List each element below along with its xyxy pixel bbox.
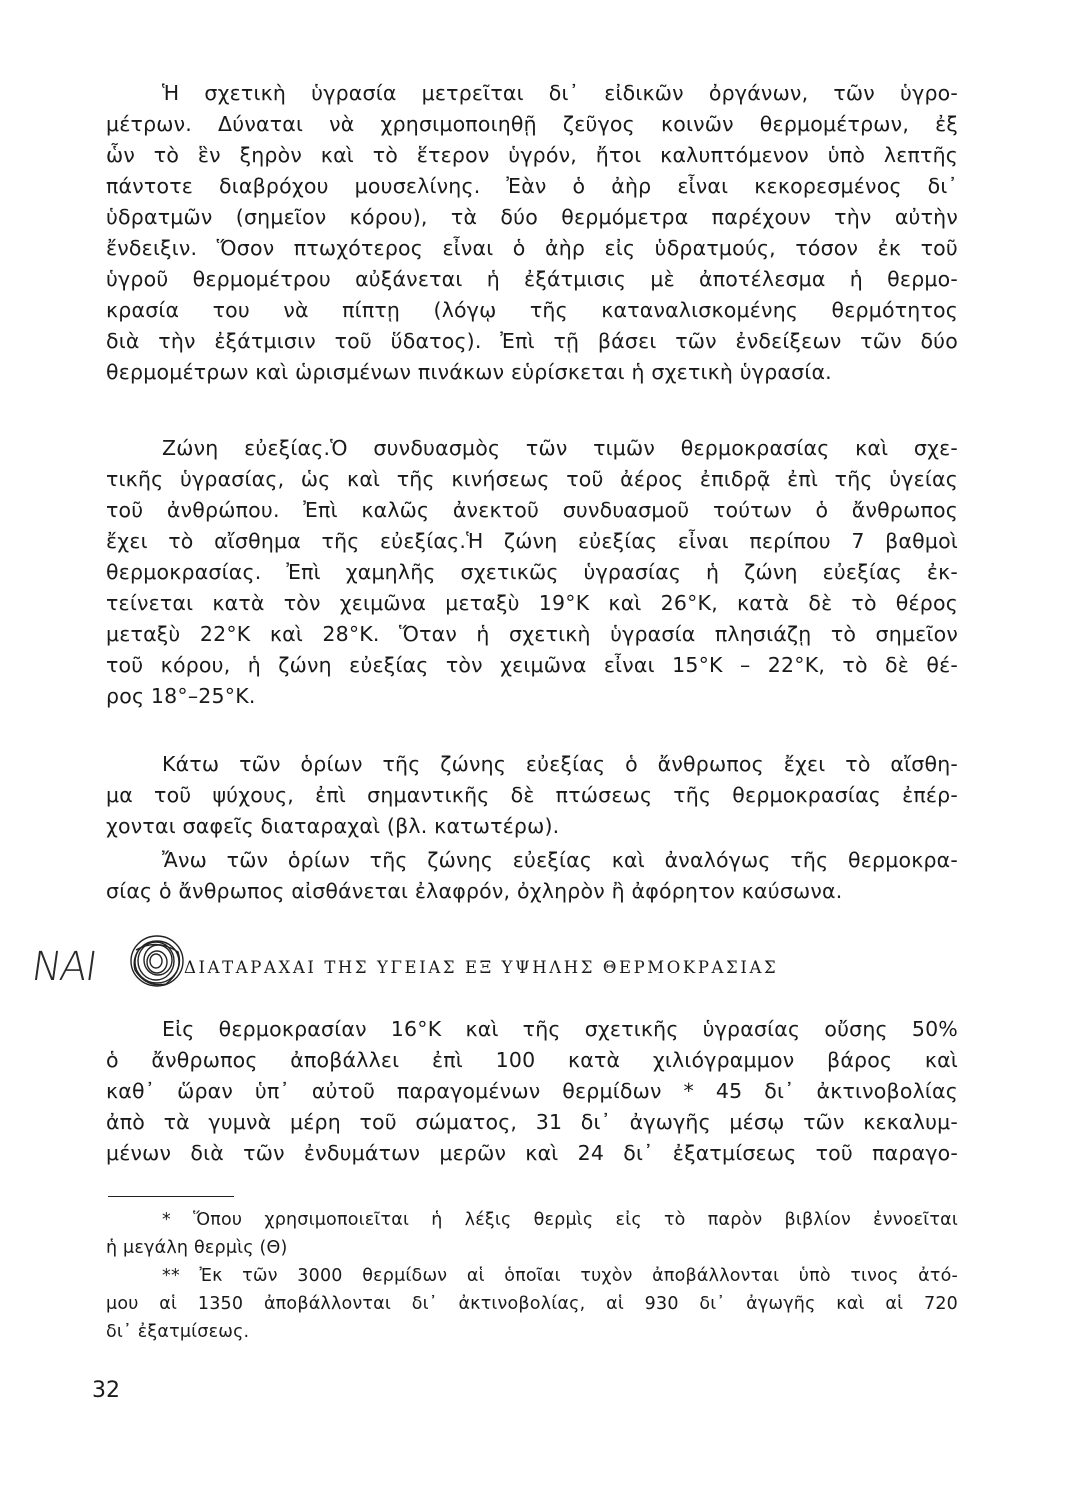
footnote-line: δι᾿ ἐξατμίσεως. <box>106 1322 250 1342</box>
paragraph-relative-humidity <box>106 78 958 388</box>
text-line: μένων διὰ τῶν ἐνδυμάτων μερῶν καὶ 24 δι᾿ ἐξατμίσεως τοῦ παραγο- <box>106 1141 958 1165</box>
text-line: μα τοῦ ψύχους, ἐπὶ σημαντικῆς δὲ πτώσεως τῆς θερμοκρασίας ἐπέρ- <box>106 783 958 807</box>
text-line: Ἄνω τῶν ὁρίων τῆς ζώνης εὐεξίας καὶ ἀναλόγως τῆς θερμοκρα- <box>162 848 958 872</box>
text-line: ἔχει τὸ αἴσθημα τῆς εὐεξίας.Ἡ ζώνη εὐεξίας εἶναι περίπου 7 βαθμοὶ <box>106 529 958 553</box>
footnote-line: * Ὅπου χρησιμοποιεῖται ἡ λέξις θερμὶς εἰς τὸ παρὸν βιβλίον ἐννοεῖται <box>162 1210 958 1230</box>
footnote-line: ** Ἐκ τῶν 3000 θερμίδων αἱ ὁποῖαι τυχὸν ἀποβάλλονται ὑπὸ τινος ἀτό- <box>162 1266 958 1286</box>
text-line: ὁ ἄνθρωπος ἀποβάλλει ἐπὶ 100 κατὰ χιλιόγραμμον βάρος καὶ <box>106 1048 958 1072</box>
text-line: Ἡ σχετικὴ ὑγρασία μετρεῖται δι᾿ εἰδικῶν ὀργάνων, τῶν ὑγρο- <box>162 81 958 105</box>
text-line: πάντοτε διαβρόχου μουσελίνης. Ἐὰν ὁ ἀὴρ εἶναι κεκορεσμένος δι᾿ <box>106 174 958 198</box>
footnote-line: ἡ μεγάλη θερμὶς (Θ) <box>106 1238 288 1258</box>
footnote-line: μου αἱ 1350 ἀποβάλλονται δι᾿ ἀκτινοβολίας, αἱ 930 δι᾿ ἀγωγῆς καὶ αἱ 720 <box>106 1294 958 1314</box>
footnotes <box>106 1206 958 1346</box>
text-line: τείνεται κατὰ τὸν χειμῶνα μεταξὺ 19°Κ καὶ 26°Κ, κατὰ δὲ τὸ θέρος <box>106 591 958 615</box>
text-line: θερμομέτρων καὶ ὡρισμένων πινάκων εὑρίσκεται ἡ σχετικὴ ὑγρασία. <box>106 360 832 384</box>
text-line: Κάτω τῶν ὁρίων τῆς ζώνης εὐεξίας ὁ ἄνθρωπος ἔχει τὸ αἴσθη- <box>162 752 958 776</box>
paragraph-below-zone <box>106 749 958 842</box>
paragraph-comfort-zone <box>106 433 958 712</box>
text-line: κρασία του νὰ πίπτῃ (λόγῳ τῆς καταναλισκομένης θερμότητος <box>106 298 958 322</box>
text-line: καθ᾿ ὥραν ὑπ᾿ αὐτοῦ παραγομένων θερμίδων * 45 δι᾿ ἀκτινοβολίας <box>106 1079 958 1103</box>
text-line: ἀπὸ τὰ γυμνὰ μέρη τοῦ σώματος, 31 δι᾿ ἀγωγῆς μέσῳ τῶν κεκαλυμ- <box>106 1110 958 1134</box>
page-number: 32 <box>92 1378 120 1403</box>
text-line: τοῦ κόρου, ἡ ζώνη εὐεξίας τὸν χειμῶνα εἶναι 15°Κ – 22°Κ, τὸ δὲ θέ- <box>106 653 958 677</box>
text-line: Εἰς θερμοκρασίαν 16°Κ καὶ τῆς σχετικῆς ὑγρασίας οὔσης 50% <box>162 1017 958 1041</box>
footnote-divider <box>108 1196 234 1197</box>
paragraph-above-zone <box>106 845 958 907</box>
text-line: σίας ὁ ἄνθρωπος αἰσθάνεται ἐλαφρόν, ὀχληρὸν ἢ ἀφόρητον καύσωνα. <box>106 879 843 903</box>
paragraph-heat-loss <box>106 1014 958 1169</box>
text-line: μέτρων. Δύναται νὰ χρησιμοποιηθῇ ζεῦγος κοινῶν θερμομέτρων, ἐξ <box>106 112 958 136</box>
text-line: Ζώνη εὐεξίας.Ὁ συνδυασμὸς τῶν τιμῶν θερμοκρασίας καὶ σχε- <box>162 436 958 460</box>
text-line: τικῆς ὑγρασίας, ὡς καὶ τῆς κινήσεως τοῦ ἀέρος ἐπιδρᾷ ἐπὶ τῆς ὑγείας <box>106 467 958 491</box>
text-line: μεταξὺ 22°Κ καὶ 28°Κ. Ὅταν ἡ σχετικὴ ὑγρασία πλησιάζῃ τὸ σημεῖον <box>106 622 958 646</box>
text-line: τοῦ ἀνθρώπου. Ἐπὶ καλῶς ἀνεκτοῦ συνδυασμοῦ τούτων ὁ ἄνθρωπος <box>106 498 958 522</box>
text-line: θερμοκρασίας. Ἐπὶ χαμηλῆς σχετικῶς ὑγρασίας ἡ ζώνη εὐεξίας ἐκ- <box>106 560 958 584</box>
text-line: χονται σαφεῖς διαταραχαὶ (βλ. κατωτέρω). <box>106 814 560 838</box>
text-line: ὑγροῦ θερμομέτρου αὐξάνεται ἡ ἐξάτμισις μὲ ἀποτέλεσμα ἡ θερμο- <box>106 267 958 291</box>
text-line: ὑδρατμῶν (σημεῖον κόρου), τὰ δύο θερμόμετρα παρέχουν τὴν αὐτὴν <box>106 205 958 229</box>
text-line: ρος 18°–25°Κ. <box>106 684 256 708</box>
scribble-mark-icon <box>126 930 188 992</box>
section-heading: ΔΙΑΤΑΡΑΧΑΙ ΤΗΣ ΥΓΕΙΑΣ ΕΞ ΥΨΗΛΗΣ ΘΕΡΜΟΚΡΑΣΙΑΣ <box>184 958 779 977</box>
text-line: διὰ τὴν ἐξάτμισιν τοῦ ὕδατος). Ἐπὶ τῇ βάσει τῶν ἐνδείξεων τῶν δύο <box>106 329 958 353</box>
handwritten-annotation: ΝΑΙ <box>28 944 99 990</box>
text-line: ὧν τὸ ἓν ξηρὸν καὶ τὸ ἕτερον ὑγρόν, ἤτοι καλυπτόμενον ὑπὸ λεπτῆς <box>106 143 958 167</box>
text-line: ἔνδειξιν. Ὅσον πτωχότερος εἶναι ὁ ἀὴρ εἰς ὑδρατμούς, τόσον ἐκ τοῦ <box>106 236 958 260</box>
